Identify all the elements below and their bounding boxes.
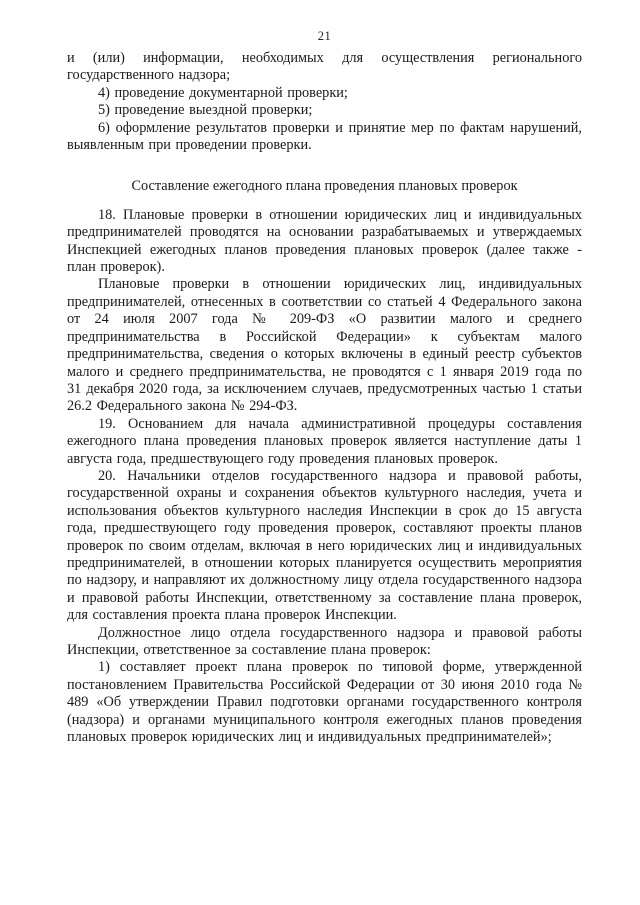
list-item-6: 6) оформление результатов проверки и принятие мер по фактам нарушений, выявленным при проведении проверки. <box>67 119 582 154</box>
document-body <box>67 50 582 746</box>
page-number: 21 <box>317 29 332 43</box>
list-item-5: 5) проведение выездной проверки; <box>98 102 313 119</box>
list-item-1: 1) составляет проект плана проверок по типовой форме, утвержденной постановлением Правительства Российской Федерации от 30 июня 2010 года № 489 «Об утверждении Правил подготовки органами государственного контроля (надзора) и органами муниципального контроля ежегодных планов проведения плановых проверок юридических лиц и индивидуальных предпринимателей»; <box>67 659 582 746</box>
paragraph-18-continued: Плановые проверки в отношении юридических лиц, индивидуальных предпринимателей, отнесенных в соответствии со статьей 4 Федерального закона от 24 июля 2007 года № 209-ФЗ «О развитии малого и среднего предпринимательства в Российской Федерации» к субъектам малого предпринимательства, сведения о которых включены в единый реестр субъектов малого и среднего предпринимательства, не проводятся с 1 января 2019 года по 31 декабря 2020 года, за исключением случаев, предусмотренных частью 1 статьи 26.2 Федерального закона № 294-ФЗ. <box>67 276 582 415</box>
paragraph-18: 18. Плановые проверки в отношении юридических лиц и индивидуальных предпринимателей проводятся на основании разрабатываемых и утверждаемых Инспекцией ежегодных планов проведения плановых проверок (далее также - план проверок). <box>67 206 582 276</box>
paragraph-continuation: и (или) информации, необходимых для осуществления регионального государственного надзора; <box>67 50 582 84</box>
paragraph-20: 20. Начальники отделов государственного надзора и правовой работы, государственной охраны и сохранения объектов культурного наследия, учета и использования объектов культурного наследия Инспекции в срок до 15 августа года, предшествующего году проведения проверок, составляют проекты планов проверок по своим отделам, включая в него юридических лиц и индивидуальных предпринимателей, в отношении которых планируется осуществить мероприятия по надзору, и направляют их должностному лицу отдела государственного надзора и правовой работы Инспекции, ответственному за составление плана проверок, для составления проекта плана проверок Инспекции. <box>67 467 582 624</box>
section-heading: Составление ежегодного плана проведения плановых проверок <box>131 178 518 195</box>
paragraph-official: Должностное лицо отдела государственного надзора и правовой работы Инспекции, ответственное за составление плана проверок: <box>67 624 582 658</box>
list-item-4: 4) проведение документарной проверки; <box>98 84 348 101</box>
paragraph-19: 19. Основанием для начала административной процедуры составления ежегодного плана проведения плановых проверок является наступление даты 1 августа года, предшествующего году проведения плановых проверок. <box>67 415 582 467</box>
